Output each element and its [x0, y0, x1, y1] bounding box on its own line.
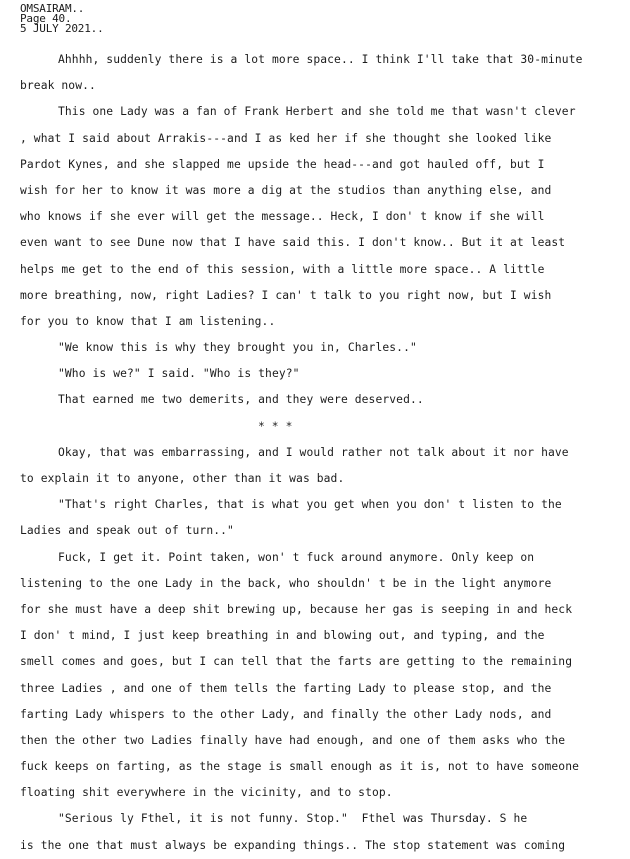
text-line: even want to see Dune now that I have said this. I don't know.. But it at least [20, 236, 566, 250]
text-line: three Ladies , and one of them tells the farting Lady to please stop, and the [20, 681, 552, 695]
text-line: to explain it to anyone, other than it was bad. [20, 472, 345, 485]
text-line: floating shit everywhere in the vicinity, and to stop. [20, 786, 393, 800]
text-line: , what I said about Arrakis---and I as ked her if she thought she looked like [20, 131, 552, 145]
text-line: is the one that must always be expanding things.. The stop statement was coming [20, 838, 566, 852]
header-title: OMSAIRAM.. [20, 2, 85, 15]
text-line: more breathing, now, right Ladies? I can' t talk to you right now, but I wish [20, 288, 552, 302]
text-line: listening to the one Lady in the back, who shouldn' t be in the light anymore [20, 576, 552, 590]
text-line: "Who is we?" I said. "Who is they?" [58, 367, 300, 381]
text-line: "That's right Charles, that is what you get when you don' t listen to the [58, 498, 562, 512]
text-line: Fuck, I get it. Point taken, won' t fuck around anymore. Only keep on [58, 550, 535, 564]
text-line: fuck keeps on farting, as the stage is small enough as it is, not to have someone [20, 760, 580, 774]
text-line: then the other two Ladies finally have had enough, and one of them asks who the [20, 733, 566, 747]
text-line: This one Lady was a fan of Frank Herbert and she told me that wasn't clever [58, 105, 576, 119]
text-line: "Serious ly Fthel, it is not funny. Stop." Fthel was Thursday. S he [58, 812, 528, 826]
page-number: Page 40. [20, 12, 72, 25]
text-line: I don' t mind, I just keep breathing in and blowing out, and typing, and the [20, 629, 545, 643]
text-line: That earned me two demerits, and they were deserved.. [58, 393, 424, 407]
text-line: Okay, that was embarrassing, and I would rather not talk about it nor have [58, 445, 569, 459]
text-line: Ladies and speak out of turn.." [20, 524, 234, 538]
text-line: "We know this is why they brought you in, Charles.." [58, 341, 417, 355]
text-line: Pardot Kynes, and she slapped me upside the head---and got hauled off, but I [20, 157, 545, 171]
text-line: wish for her to know it was more a dig at the studios than anything else, and [20, 183, 552, 197]
text-line: * * * [258, 419, 293, 433]
text-line: Ahhhh, suddenly there is a lot more space.. I think I'll take that 30-minute [58, 53, 583, 66]
page-header [20, 4, 104, 34]
body-text [20, 47, 620, 859]
text-line: break now.. [20, 79, 96, 93]
text-line: helps me get to the end of this session, with a little more space.. A little [20, 262, 545, 276]
text-line: who knows if she ever will get the message.. Heck, I don' t know if she will [20, 210, 545, 224]
text-line: farting Lady whispers to the other Lady, and finally the other Lady nods, and [20, 707, 552, 721]
page-date: 5 JULY 2021.. [20, 22, 104, 35]
text-line: smell comes and goes, but I can tell that the farts are getting to the remaining [20, 655, 573, 669]
text-line: for she must have a deep shit brewing up, because her gas is seeping in and heck [20, 602, 573, 616]
text-line: for you to know that I am listening.. [20, 314, 276, 328]
